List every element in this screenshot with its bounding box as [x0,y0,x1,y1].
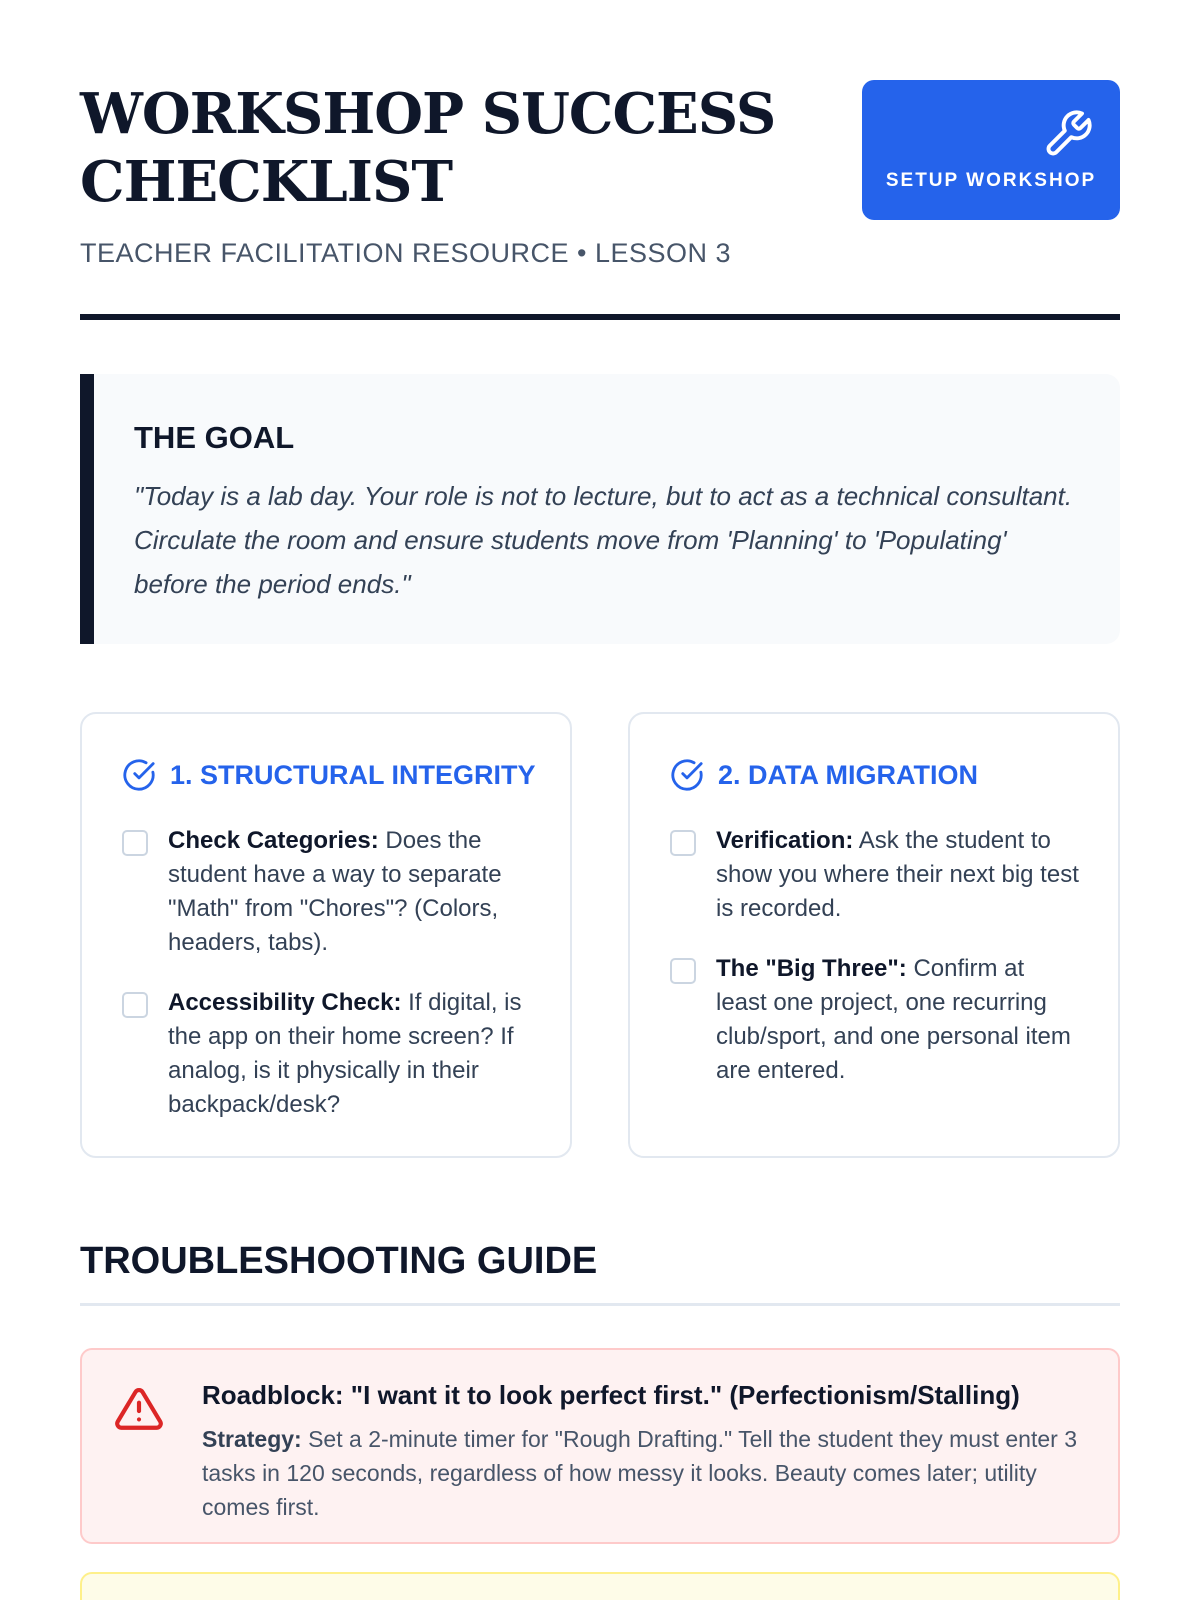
strategy-label: Strategy: [202,1426,302,1452]
card-header [670,758,978,792]
roadblock-title: Roadblock: "I want it to look perfect first." (Perfectionism/Stalling) [202,1380,1020,1410]
roadblock-card-next [80,1572,1120,1600]
card-header [122,758,536,792]
item-label: Accessibility Check: [168,989,402,1016]
wrench-icon [1042,108,1094,160]
checklist-card-structural [80,712,572,1158]
goal-callout [80,374,1120,644]
checkbox[interactable] [670,830,696,856]
page-header [80,80,1120,320]
card-title: 2. DATA MIGRATION [718,759,978,790]
checkbox[interactable] [122,830,148,856]
item-label: Verification: [716,827,854,854]
page-title: WORKSHOP SUCCESS CHECKLIST [80,81,776,215]
warning-triangle-icon [112,1384,166,1434]
header-divider [80,314,1120,320]
check-circle-icon [122,758,156,792]
checklist-item [122,986,532,1122]
setup-workshop-button[interactable] [862,80,1120,220]
setup-workshop-label: SETUP WORKSHOP [885,170,1097,191]
troubleshooting-divider [80,1303,1120,1306]
goal-heading: THE GOAL [134,420,295,455]
troubleshooting-heading: TROUBLESHOOTING GUIDE [80,1240,598,1282]
checklist-card-data-migration [628,712,1120,1158]
item-label: Check Categories: [168,827,379,854]
strategy-text: Set a 2-minute timer for "Rough Drafting." Tell the student they must enter 3 tasks in 120 seconds, regardless of how messy it looks. Beauty comes later; utility comes first. [202,1426,1077,1520]
item-label: The "Big Three": [716,955,907,982]
checkbox[interactable] [670,958,696,984]
roadblock-strategy [202,1422,1092,1524]
checklist-item [670,952,1080,1088]
card-title: 1. STRUCTURAL INTEGRITY [170,759,536,790]
checkbox[interactable] [122,992,148,1018]
goal-quote: "Today is a lab day. Your role is not to lecture, but to act as a technical consultant. Circulate the room and ensure students move from 'Planning' to 'Populating' before the period ends." [134,481,1073,599]
item-text: Confirm at least one project, one recurring club/sport, and one personal item are entered. [716,955,1071,1084]
item-text: Does the student have a way to separate "Math" from "Chores"? (Colors, headers, tabs). [168,827,502,956]
check-circle-icon [670,758,704,792]
item-text: Ask the student to show you where their next big test is recorded. [716,827,1079,922]
checklist-item [122,824,532,960]
item-text: If digital, is the app on their home screen? If analog, is it physically in their backpack/desk? [168,989,522,1118]
page-subtitle: TEACHER FACILITATION RESOURCE • LESSON 3 [80,238,732,268]
roadblock-card-perfectionism [80,1348,1120,1544]
checklist-item [670,824,1080,926]
